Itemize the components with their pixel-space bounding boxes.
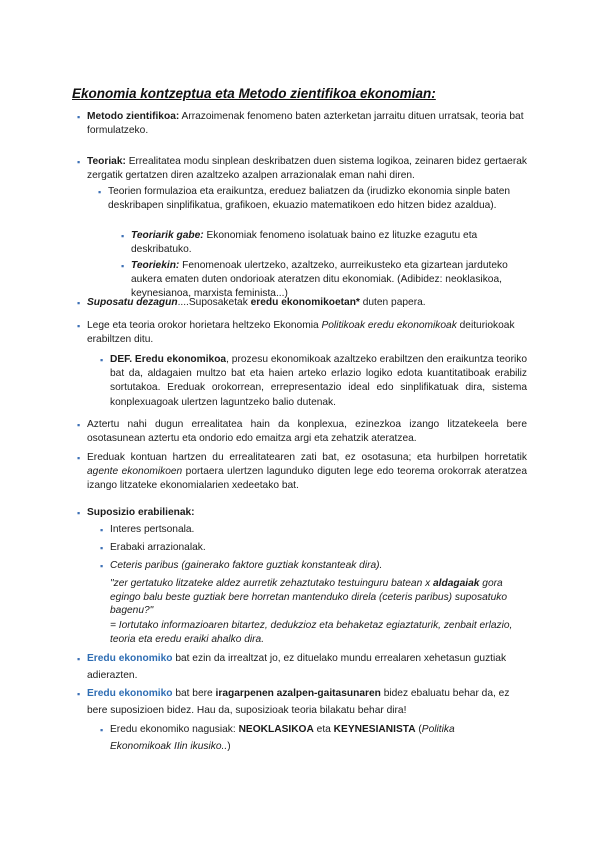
text: bat ezin da irrealtzat jo, ez dituelako mundu errealaren xehetasun guztiak adierazten.: [87, 653, 507, 681]
sub-item-interes: [100, 523, 510, 537]
text: "zer gertatuko litzateke aldez aurretik zehaztutako testuinguru batean x: [110, 578, 434, 589]
term: Suposatu dezagun: [87, 297, 178, 308]
item-suposatu: [77, 296, 527, 310]
text: Erabaki arrazionalak.: [110, 542, 206, 553]
bold-text: aldagaiak: [433, 578, 480, 589]
text: Lege eta teoria orokor horietara heltzeko Ekonomia: [87, 320, 322, 331]
item-suposizio: [77, 506, 527, 520]
term: DEF. Eredu ekonomikoa: [110, 354, 227, 365]
item-teoriarik-gabe: [121, 229, 516, 257]
text: Ereduak kontuan hartzen du errealitatearen zati bat, ez osotasuna; eta hurbilpen horretatik: [87, 452, 527, 463]
text: = Iortutako informazioaren bitartez, dedukzioz eta behaketaz egiaztaturik, zenbait erlazio, teoria eta eredu eraiki ahalko dira.: [110, 620, 513, 645]
definition: , prozesu ekonomikoak azaltzeko erabiltzen den eraikuntza teoriko bat da, aldagaien multzo bat eta haien arteko erlazio logiko edota kuantitatiboak erabiliz sortutakoa. Ereduak orokorrean, errepresentazio ideal edo sinplifikatuak dira, sistema konplexuagoak ulertzen laguntzeko balio dutenak.: [110, 354, 527, 408]
bullet-icon: ▪: [77, 654, 81, 664]
bullet-icon: ▪: [77, 689, 81, 699]
bullet-icon: ▪: [100, 725, 104, 735]
quote-ondorioa: [110, 619, 530, 646]
bullet-icon: ▪: [77, 157, 81, 167]
text: (: [415, 724, 422, 735]
bullet-icon: ▪: [121, 231, 125, 241]
text: bat bere: [172, 688, 216, 699]
italic-text: Politika Ekonomikoak IIin ikusiko..: [110, 724, 455, 752]
definition: Errealitatea modu sinplean deskribatzen duen sistema logikoa, zeinaren bidez gertaerak zergatik gertatzen diren azaltzeko azalpen arrazionalak eman nahi diren.: [87, 156, 527, 182]
text: (gainerako faktore guztiak konstanteak dira).: [178, 560, 383, 571]
bullet-icon: ▪: [77, 321, 81, 331]
bullet-icon: ▪: [100, 525, 104, 535]
term: Eredu ekonomiko: [87, 653, 173, 664]
bold-text: iragarpenen azalpen-gaitasunaren: [215, 688, 381, 699]
item-def-eredu: [100, 353, 527, 410]
bullet-icon: ▪: [121, 261, 125, 271]
text: duten papera.: [359, 297, 426, 308]
definition: Ekonomiak fenomeno isolatuak baino ez lituzke ezagutu eta deskribatuko.: [131, 230, 478, 256]
item-teoriak: [77, 155, 527, 183]
text: deituriokoak erabiltzen ditu.: [87, 320, 515, 346]
bullet-icon: ▪: [100, 561, 104, 571]
bullet-icon: ▪: [100, 543, 104, 553]
term: Teoriak:: [87, 156, 126, 167]
text: portaera ulertzen lagunduko diguten lege edo teorema orokorrak ateratzea izango litzateke ekonomialarien xedeetako bat.: [87, 466, 527, 492]
bullet-icon: ▪: [77, 420, 81, 430]
sub-item-erabaki: [100, 541, 510, 555]
term: Suposizio erabilienak:: [87, 507, 195, 518]
text: Teorien formulazioa eta eraikuntza, ereduez baliatzen da (irudizko ekonomia sinple baten deskribapen sinplifikatua, grafikoen, ekuazio matematikoen edo hitzen bidez azaldua).: [108, 186, 511, 212]
term: Metodo zientifikoa:: [87, 111, 180, 122]
text: Eredu ekonomiko nagusiak:: [110, 724, 239, 735]
term: Teoriekin:: [131, 260, 180, 271]
text: gora egingo balu beste guztiak bere horretan mantenduko direla (ceteris paribus) suposatuko bagenu?": [110, 578, 507, 617]
definition: Arrazoimenak fenomeno baten azterketan jarraitu dituen urratsak, teoria bat formulatzeko.: [87, 111, 524, 137]
item-aztertu: [77, 418, 527, 446]
item-eredu-ebaluazioa: [77, 686, 527, 719]
text: ): [227, 740, 231, 752]
text: bidez ebaluatu behar da, ez bere suposizioen bidez. Hau da, suposizioak teoria bilakatu behar dira!: [87, 688, 510, 716]
bullet-icon: ▪: [77, 453, 81, 463]
item-formulazioa: [98, 185, 518, 213]
bullet-icon: ▪: [77, 508, 81, 518]
item-metodo-zientifikoa: [77, 110, 527, 138]
bullet-icon: ▪: [77, 298, 81, 308]
text: eta: [313, 724, 334, 735]
item-ereduak: [77, 451, 527, 494]
bold-text: NEOKLASIKOA: [238, 724, 314, 735]
bold-text: eredu ekonomikoetan*: [250, 297, 360, 308]
quote-ceteris: [110, 577, 520, 618]
definition: Fenomenoak ulertzeko, azaltzeko, aurreikusteko eta gizartean jarduteko aukera ematen duten ondorioak ateratzen ditu ekonomiak. (Adibidez: neoklasikoa, keynesianoa, marxista feminista...): [131, 260, 508, 300]
bullet-icon: ▪: [77, 112, 81, 122]
italic-text: Ceteris paribus: [110, 560, 179, 571]
term: Eredu ekonomiko: [87, 688, 173, 699]
item-eredu-irreala: [77, 651, 517, 684]
text: Aztertu nahi dugun errealitatea hain da konplexua, ezinezkoa izango litzatekeela bere osotasunean aztertu eta ondorio edo emaitza argi eta zehatzik ateratzea.: [87, 419, 527, 445]
bullet-icon: ▪: [98, 187, 102, 197]
term: Teoriarik gabe:: [131, 230, 204, 241]
text: Interes pertsonala.: [110, 524, 195, 535]
bold-text: KEYNESIANISTA: [333, 724, 416, 735]
item-lege-teoria: [77, 319, 527, 347]
italic-text: agente ekonomikoen: [87, 466, 183, 478]
text: ....Suposaketak: [177, 297, 251, 308]
italic-text: Politikoak eredu ekonomikoak: [321, 320, 457, 331]
bullet-icon: ▪: [100, 355, 104, 365]
sub-item-ceteris: [100, 559, 510, 573]
page-title: Ekonomia kontzeptua eta Metodo zientifikoa ekonomian:: [72, 86, 436, 101]
item-eredu-nagusiak: [100, 722, 510, 755]
